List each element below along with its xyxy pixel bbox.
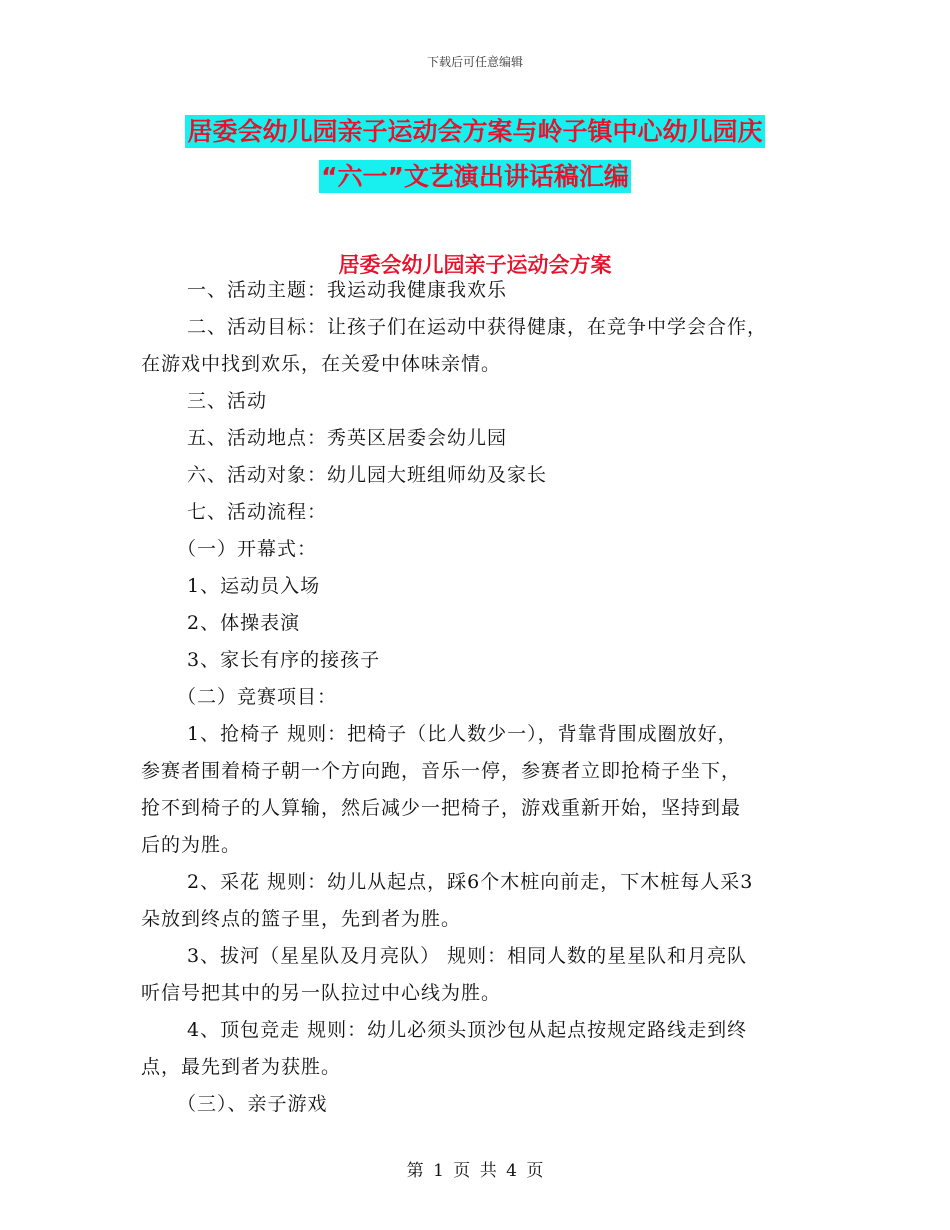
document-title-line-2 xyxy=(0,157,950,193)
title-highlight-2: “六一”文艺演出讲话稿汇编 xyxy=(321,162,629,191)
body-line: （一）开幕式： xyxy=(177,538,318,560)
body-line: 抢不到椅子的人算输，然后减少一把椅子，游戏重新开始，坚持到最 xyxy=(141,797,742,819)
body-line: 参赛者围着椅子朝一个方向跑，音乐一停，参赛者立即抢椅子坐下， xyxy=(141,760,742,782)
body-line: 1、抢椅子 规则：把椅子（比人数少一），背靠背围成圈放好， xyxy=(187,723,738,745)
body-line: （二）竞赛项目： xyxy=(177,686,338,708)
body-line: 七、活动流程： xyxy=(187,501,328,523)
body-line: 1、运动员入场 xyxy=(187,575,321,597)
body-line: 点，最先到者为获胜。 xyxy=(141,1056,342,1078)
body-line: （三）、亲子游戏 xyxy=(177,1093,328,1115)
body-line: 三、活动 xyxy=(187,390,268,412)
body-line: 在游戏中找到欢乐，在关爱中体味亲情。 xyxy=(141,353,502,375)
section-title: 居委会幼儿园亲子运动会方案 xyxy=(338,253,612,277)
document-title-line-1 xyxy=(0,112,950,148)
body-line: 一、活动主题：我运动我健康我欢乐 xyxy=(187,279,508,301)
body-line: 3、家长有序的接孩子 xyxy=(187,649,381,671)
page-footer: 第 1 页 共 4 页 xyxy=(406,1161,544,1181)
body-line: 六、活动对象：幼儿园大班组师幼及家长 xyxy=(187,464,548,486)
document-body xyxy=(141,272,811,1123)
body-line: 五、活动地点：秀英区居委会幼儿园 xyxy=(187,427,508,449)
body-line: 听信号把其中的另一队拉过中心线为胜。 xyxy=(141,982,502,1004)
body-line: 朵放到终点的篮子里，先到者为胜。 xyxy=(141,908,462,930)
body-line: 2、体操表演 xyxy=(187,612,301,634)
body-line: 3、拔河（星星队及月亮队） 规则：相同人数的星星队和月亮队 xyxy=(187,945,748,967)
body-line: 二、活动目标：让孩子们在运动中获得健康，在竞争中学会合作， xyxy=(187,316,768,338)
body-line: 后的为胜。 xyxy=(141,834,242,856)
body-line: 2、采花 规则：幼儿从起点，踩6个木桩向前走，下木桩每人采3 xyxy=(187,871,754,893)
body-line: 4、顶包竞走 规则：幼儿必须头顶沙包从起点按规定路线走到终 xyxy=(187,1019,748,1041)
header-note: 下载后可任意编辑 xyxy=(426,55,523,69)
title-highlight-1: 居委会幼儿园亲子运动会方案与岭子镇中心幼儿园庆 xyxy=(187,117,763,146)
